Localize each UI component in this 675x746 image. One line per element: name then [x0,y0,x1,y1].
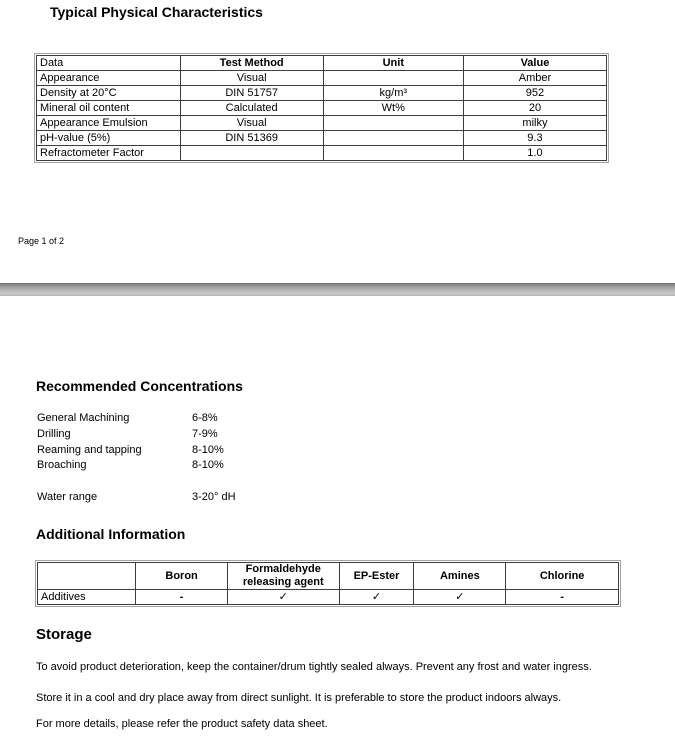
concentration-value: 8-10% [192,459,224,472]
col-header-boron: Boron [136,563,228,590]
col-header-unit: Unit [323,56,463,71]
cell-chlorine-value: - [506,590,619,605]
cell-test-method: DIN 51369 [180,131,323,146]
col-header-chlorine: Chlorine [506,563,619,590]
cell-data: Refractometer Factor [37,146,181,161]
cell-data: pH-value (5%) [37,131,181,146]
cell-unit: kg/m³ [323,86,463,101]
table-row [37,86,607,101]
concentration-value: 7-9% [192,427,218,440]
water-range-row [37,489,236,505]
concentration-label: Reaming and tapping [37,443,142,456]
concentration-row [37,411,437,427]
cell-value: milky [463,116,606,131]
recommended-concentrations-heading: Recommended Concentrations [36,378,243,394]
cell-unit: Wt% [323,101,463,116]
cell-unit [323,71,463,86]
concentration-label: Drilling [37,427,71,440]
table-row [37,71,607,86]
storage-heading: Storage [36,626,92,643]
col-header-data: Data [37,56,181,71]
cell-ep-ester-value: ✓ [339,590,414,605]
col-header-amines: Amines [414,563,506,590]
concentration-row [37,427,437,443]
table-row [38,590,619,605]
cell-unit [323,116,463,131]
concentration-value: 8-10% [192,443,224,456]
table-header-row [37,56,607,71]
storage-paragraph: Store it in a cool and dry place away from direct sunlight. It is preferable to store the product indoors always. [36,692,562,704]
cell-test-method: DIN 51757 [180,86,323,101]
col-header-value: Value [463,56,606,71]
cell-value: 1.0 [463,146,606,161]
concentration-list [37,411,437,474]
additional-information-heading: Additional Information [36,526,186,542]
col-header-test-method: Test Method [180,56,323,71]
cell-test-method: Visual [180,71,323,86]
cell-data: Appearance Emulsion [37,116,181,131]
cell-test-method: Visual [180,116,323,131]
cell-value: Amber [463,71,606,86]
cell-test-method [180,146,323,161]
page-number-label: Page 1 of 2 [18,236,65,246]
table-row [37,101,607,116]
concentration-value: 6-8% [192,412,218,424]
col-header-blank [38,563,136,590]
cell-value: 20 [463,101,606,116]
col-header-ep-ester: EP-Ester [339,563,414,590]
cell-boron-value: - [136,590,228,605]
table-row [37,131,607,146]
cell-value: 952 [463,86,606,101]
water-range-label: Water range [37,491,98,503]
cell-formaldehyde-value: ✓ [227,590,339,605]
cell-data: Mineral oil content [37,101,181,116]
storage-paragraph: To avoid product deterioration, keep the container/drum tightly sealed always. Prevent any frost and water ingress. [36,661,592,673]
additives-table [35,560,621,607]
cell-unit [323,146,463,161]
cell-unit [323,131,463,146]
cell-amines-value: ✓ [414,590,506,605]
table-row [37,146,607,161]
cell-test-method: Calculated [180,101,323,116]
cell-data: Appearance [37,71,181,86]
page-break-separator [0,283,675,296]
table-header-row [38,563,619,590]
col-header-formaldehyde: Formaldehyde releasing agent [227,563,339,590]
page1-section-heading: Typical Physical Characteristics [50,4,263,20]
concentration-label: General Machining [37,412,130,424]
concentration-label: Broaching [37,459,87,472]
cell-value: 9.3 [463,131,606,146]
concentration-row [37,458,437,474]
concentration-row [37,443,437,459]
storage-paragraph: For more details, please refer the product safety data sheet. [36,718,328,730]
table-row [37,116,607,131]
cell-additives-label: Additives [38,590,136,605]
physical-characteristics-table [34,53,609,163]
cell-data: Density at 20°C [37,86,181,101]
water-range-value: 3-20° dH [192,491,236,503]
